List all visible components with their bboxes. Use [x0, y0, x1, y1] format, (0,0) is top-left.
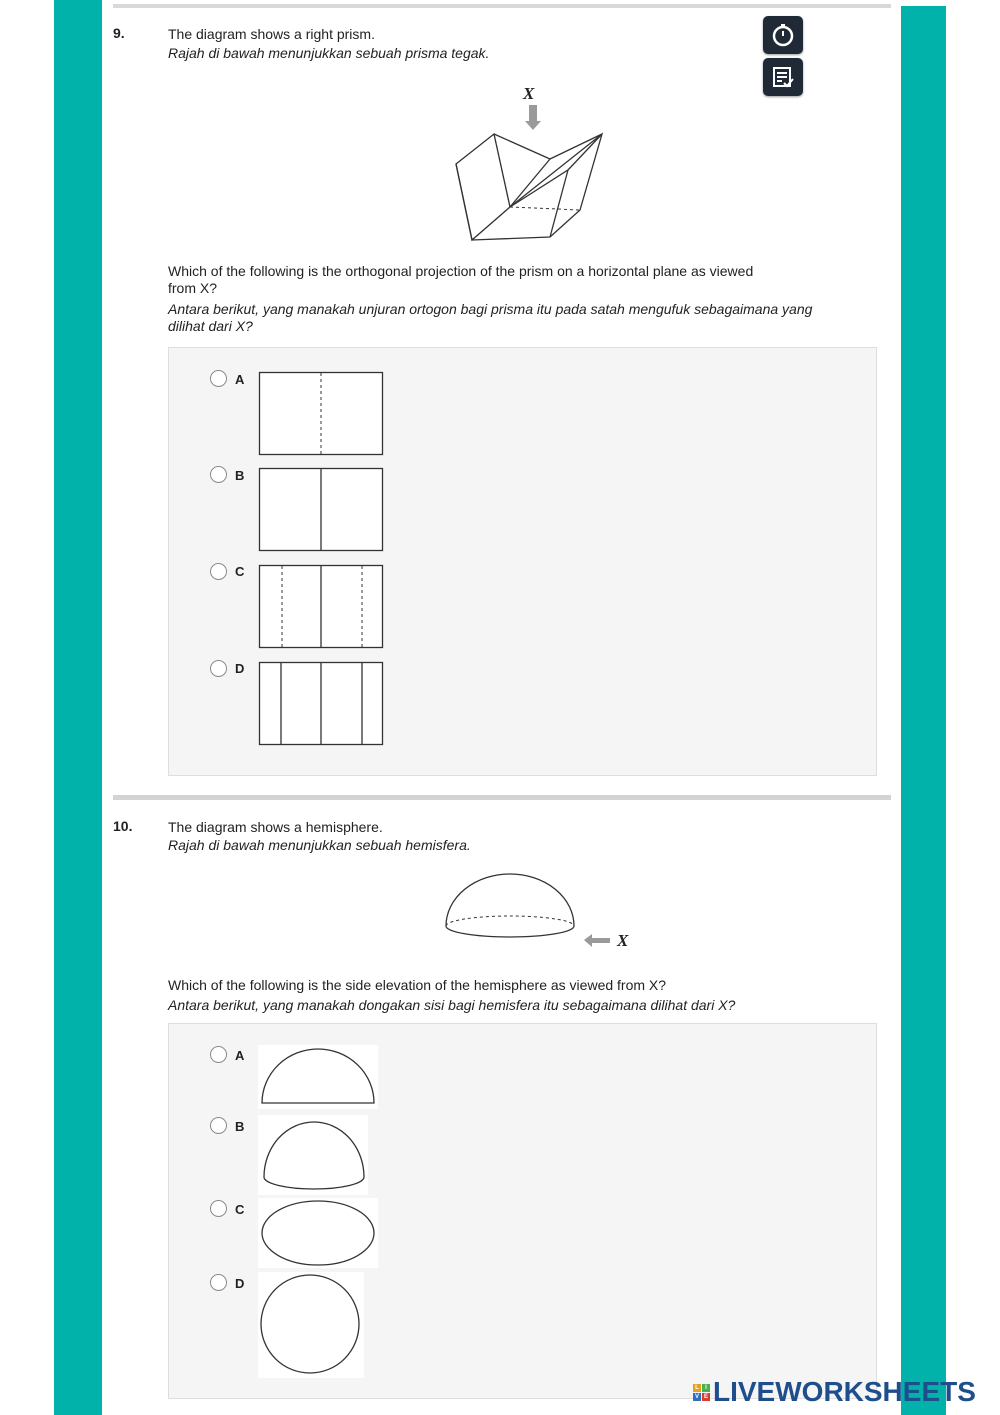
prism-drawing: [450, 82, 610, 247]
question-9-statement-ms: Rajah di bawah menunjukkan sebuah prisma tegak.: [168, 45, 490, 61]
q9-option-b-label: B: [235, 468, 245, 483]
q9-option-a-label: A: [235, 372, 245, 387]
logo-mark: L I V E: [694, 1384, 708, 1400]
question-9-number: 9.: [113, 25, 125, 41]
q10-option-a-label: A: [235, 1048, 245, 1063]
question-10-prompt-en: Which of the following is the side elevation of the hemisphere as viewed from X?: [168, 977, 667, 993]
q10-option-d-figure: [258, 1272, 364, 1378]
q9-option-a-radio[interactable]: [210, 370, 227, 387]
q10-option-b-radio[interactable]: [210, 1117, 227, 1134]
q10-option-b-label: B: [235, 1119, 245, 1134]
checklist-icon: [770, 64, 796, 90]
question-9-prompt-ms-line2: dilihat dari X?: [168, 318, 253, 334]
q10-option-b-figure: [258, 1115, 368, 1195]
view-direction-label: X: [523, 84, 535, 103]
logo-text: LIVEWORKSHEETS: [713, 1376, 976, 1407]
q10-option-c-figure: [258, 1198, 378, 1268]
q9-option-c-radio[interactable]: [210, 563, 227, 580]
q9-option-a-figure: [258, 371, 385, 457]
hemisphere-diagram: [440, 870, 640, 955]
q9-option-c-label: C: [235, 564, 245, 579]
top-divider: [113, 4, 891, 8]
q9-option-d-radio[interactable]: [210, 660, 227, 677]
q10-option-c-label: C: [235, 1202, 245, 1217]
q10-option-a-radio[interactable]: [210, 1046, 227, 1063]
view-direction-label: X: [617, 931, 629, 950]
q9-option-b-figure: [258, 467, 385, 553]
question-10-prompt-ms: Antara berikut, yang manakah dongakan sisi bagi hemisfera itu sebagaimana dilihat dari X?: [168, 997, 736, 1013]
q10-option-c-radio[interactable]: [210, 1200, 227, 1217]
q9-option-d-label: D: [235, 661, 245, 676]
question-9-prompt-en-line2: from X?: [168, 280, 218, 296]
question-10-statement-ms: Rajah di bawah menunjukkan sebuah hemisfera.: [168, 837, 471, 853]
timer-button[interactable]: [763, 16, 803, 54]
q9-option-b-radio[interactable]: [210, 466, 227, 483]
q10-option-a-figure: [258, 1045, 378, 1109]
q10-option-d-label: D: [235, 1276, 245, 1291]
question-9-prompt-en-line1: Which of the following is the orthogonal projection of the prism on a horizontal plane as viewed: [168, 263, 754, 279]
q10-option-d-radio[interactable]: [210, 1274, 227, 1291]
checklist-button[interactable]: [763, 58, 803, 96]
question-9-prompt-ms-line1: Antara berikut, yang manakah unjuran ortogon bagi prisma itu pada satah mengufuk sebagaimana yang: [168, 301, 813, 317]
hemisphere-drawing: [440, 870, 640, 955]
question-10-statement-en: The diagram shows a hemisphere.: [168, 819, 383, 835]
question-9-statement-en: The diagram shows a right prism.: [168, 26, 375, 42]
liveworksheets-logo: [693, 1376, 976, 1408]
q9-option-d-figure: [258, 661, 385, 747]
timer-icon: [770, 22, 796, 48]
left-margin-bar: [54, 0, 102, 1415]
question-divider: [113, 795, 891, 800]
question-10-number: 10.: [113, 818, 133, 834]
q9-option-c-figure: [258, 564, 385, 650]
right-margin-bar: [901, 6, 946, 1415]
